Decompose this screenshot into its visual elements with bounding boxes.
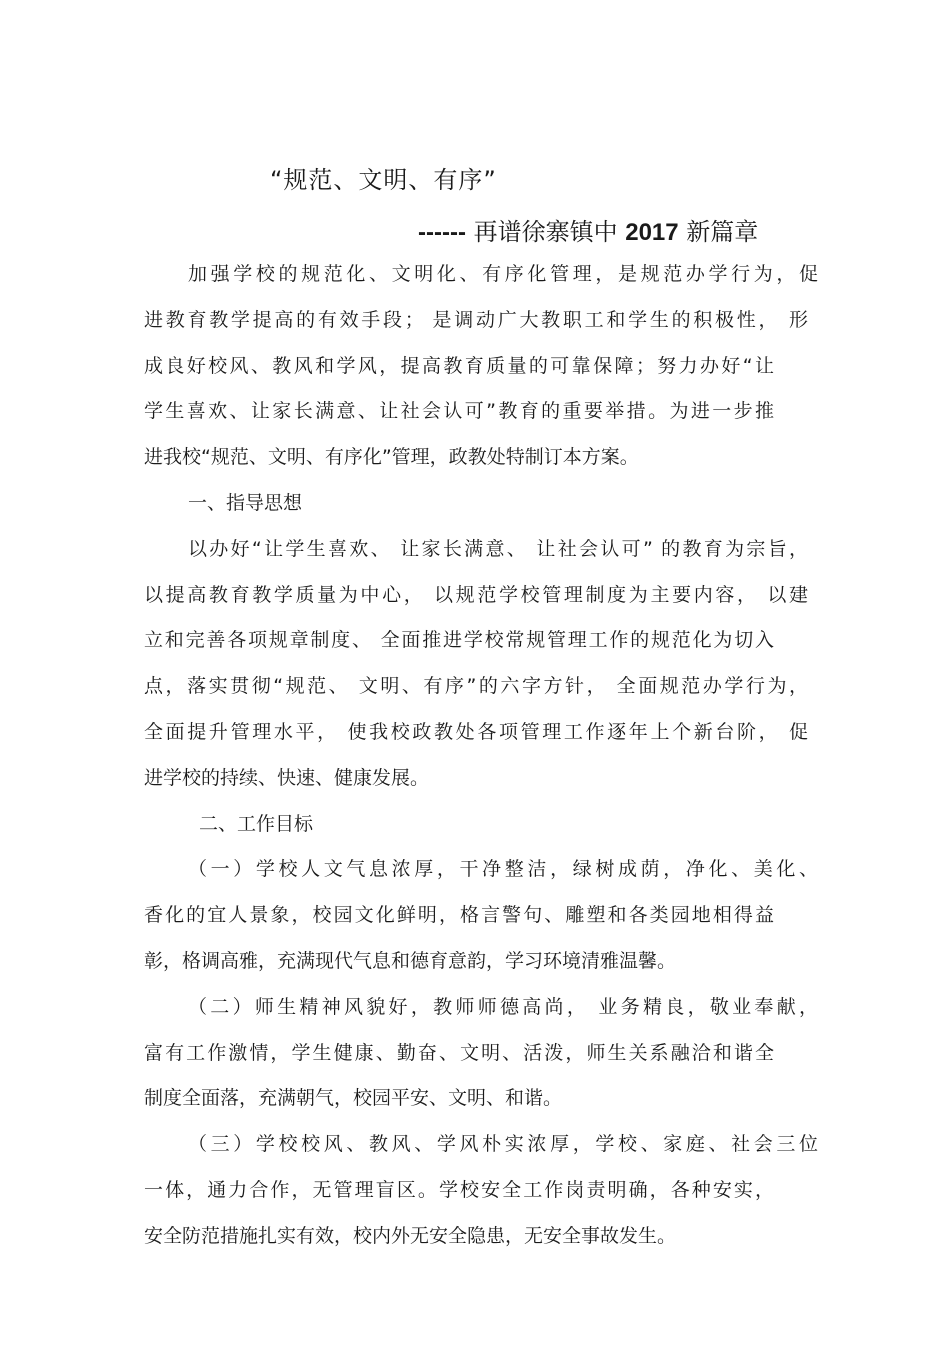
document-subtitle: [418, 212, 758, 247]
document-body: [144, 252, 818, 1260]
body-line: 一体，通力合作，无管理盲区。学校安全工作岗责明确，各种安实，: [144, 1178, 774, 1201]
body-line: 富有工作激情，学生健康、勤奋、文明、活泼，师生关系融洽和谐全: [144, 1041, 774, 1064]
body-line: （二）师生精神风貌好，教师师德高尚， 业务精良，敬业奉献，: [188, 995, 818, 1018]
body-line: 点，落实贯彻“规范、 文明、有序”的六字方针， 全面规范办学行为，: [144, 675, 808, 698]
body-line: （一）学校人文气息浓厚，干净整洁，绿树成荫，净化、美化、: [188, 858, 818, 881]
body-line: 立和完善各项规章制度、 全面推进学校常规管理工作的规范化为切入: [144, 629, 774, 652]
body-line: 制度全面落，充满朝气，校园平安、文明、和谐。: [144, 1087, 563, 1110]
body-line: 全面提升管理水平， 使我校政教处各项管理工作逐年上个新台阶， 促: [144, 720, 808, 743]
body-line: 进教育教学提高的有效手段； 是调动广大教职工和学生的积极性， 形: [144, 308, 808, 331]
body-line: 以提高教育教学质量为中心， 以规范学校管理制度为主要内容， 以建: [144, 583, 808, 606]
body-line: 进学校的持续、快速、健康发展。: [144, 766, 430, 789]
subtitle-end: 新篇章: [686, 218, 759, 246]
subtitle-year: 2017: [625, 219, 679, 246]
body-line: 以办好“让学生喜欢、 让家长满意、 让社会认可” 的教育为宗旨，: [188, 537, 808, 560]
document-title: “规范、文明、有序”: [270, 166, 497, 194]
body-line: 香化的宜人景象，校园文化鲜明，格言警句、雕塑和各类园地相得益: [144, 904, 774, 927]
body-line: 进我校“规范、文明、有序化”管理，政教处特制订本方案。: [144, 446, 639, 469]
body-line: （三）学校校风、教风、学风朴实浓厚，学校、家庭、社会三位: [188, 1133, 818, 1156]
body-line: 成良好校风、教风和学风，提高教育质量的可靠保障；努力办好“让: [144, 354, 774, 377]
subtitle-text: 再谱徐寨镇中: [473, 218, 618, 246]
body-line: 加强学校的规范化、文明化、有序化管理，是规范办学行为，促: [188, 263, 818, 285]
section-heading: 二、工作目标: [199, 812, 314, 835]
subtitle-dashes: ------: [418, 219, 466, 246]
body-line: 彰，格调高雅，充满现代气息和德育意韵，学习环境清雅温馨。: [144, 949, 677, 972]
body-line: 学生喜欢、让家长满意、让社会认可”教育的重要举措。为进一步推: [144, 400, 774, 423]
section-heading: 一、指导思想: [188, 491, 303, 514]
body-line: 安全防范措施扎实有效，校内外无安全隐患，无安全事故发生。: [144, 1224, 677, 1247]
